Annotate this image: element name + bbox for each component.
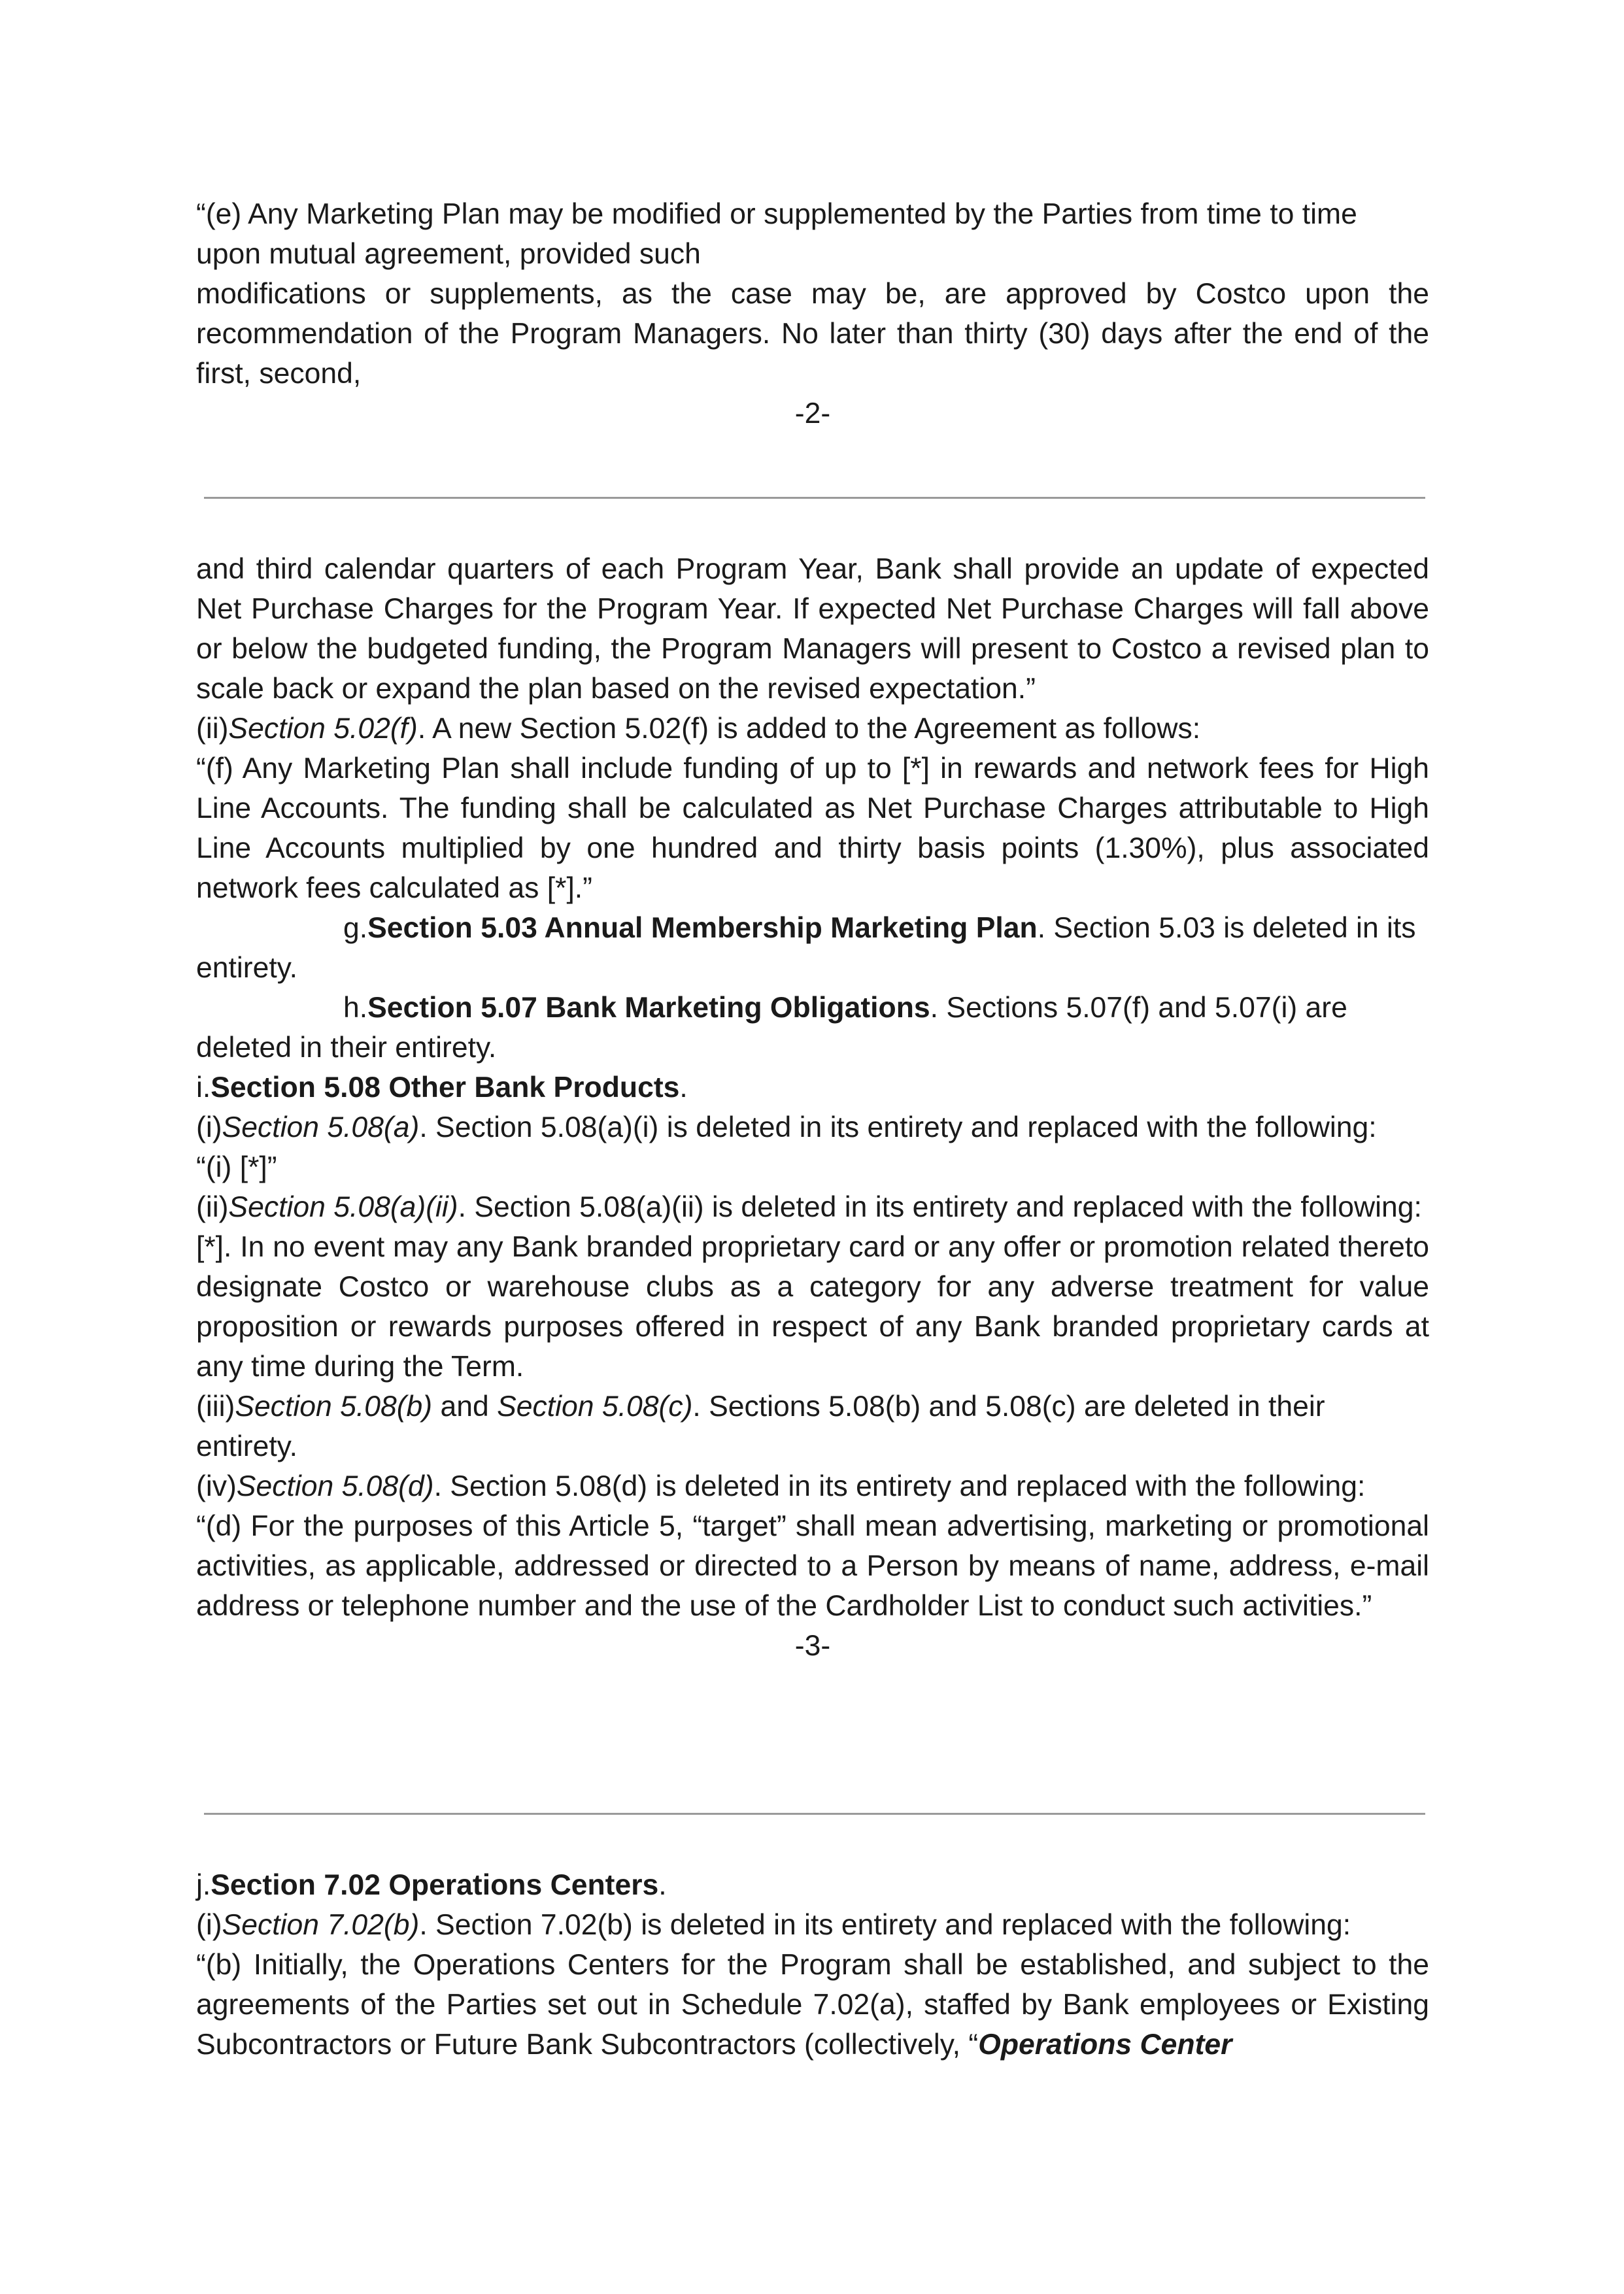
page-4-top <box>196 1865 1429 2065</box>
paragraph-e-line-2: upon mutual agreement, provided such <box>196 238 701 270</box>
item-text: . Section 5.03 is deleted in its entirety. <box>196 912 1416 984</box>
page-number: -3- <box>794 1630 831 1662</box>
section-reference: Section 5.08(a) <box>222 1111 420 1143</box>
item-text: . Section 5.08(a)(i) is deleted in its entirety and replaced with the following: <box>419 1111 1377 1143</box>
item-text: . Section 7.02(b) is deleted in its entirety and replaced with the following: <box>419 1909 1351 1941</box>
item-g-section-5-03 <box>196 908 1429 988</box>
page-3 <box>196 549 1429 1666</box>
paragraph-e-continuation: modifications or supplements, as the case may be, are approved by Costco upon the recommendation of the Program Managers. No later than thirty (30) days after the end of the first, second, <box>196 278 1429 390</box>
item-i-section-5-08 <box>196 1068 1429 1107</box>
section-reference: Section 5.02(f) <box>228 713 418 745</box>
item-label: (i) <box>196 1909 222 1941</box>
paragraph-f: “(f) Any Marketing Plan shall include funding of up to [*] in rewards and network fees for High Line Accounts. The funding shall be calculated as Net Purchase Charges attributable to High Line Accounts multiplied by one hundred and thirty basis points (1.30%), plus associated network fees calculated as [*].” <box>196 752 1429 904</box>
paragraph-b-text: “(b) Initially, the Operations Centers for the Program shall be established, and subject to the agreements of the Parties set out in Schedule 7.02(a), staffed by Bank employees or Existing Subcontractors or Future Bank Subcontractors (collectively, “ <box>196 1949 1429 2061</box>
item-i-2-section-5-08a-ii <box>196 1187 1429 1227</box>
section-heading: Section 7.02 Operations Centers <box>211 1869 659 1901</box>
item-label: g. <box>343 912 368 944</box>
paragraph-b <box>196 1945 1429 2065</box>
section-heading: Section 5.08 Other Bank Products <box>211 1071 680 1104</box>
item-label: (ii) <box>196 713 229 745</box>
item-label: j. <box>196 1869 211 1901</box>
section-reference: Section 5.08(a)(ii) <box>228 1191 458 1223</box>
paragraph-e-line-1: “(e) Any Marketing Plan may be modified or supplemented by the Parties from time to time <box>196 198 1357 230</box>
item-i-1-section-5-08a <box>196 1107 1429 1147</box>
paragraph-e-opening <box>196 194 1429 274</box>
page-divider <box>204 1813 1425 1815</box>
item-label: (i) <box>196 1111 222 1143</box>
section-reference: Section 7.02(b) <box>222 1909 420 1941</box>
item-label: (ii) <box>196 1191 229 1223</box>
item-punctuation: . <box>679 1071 688 1104</box>
page-2-bottom <box>196 194 1429 433</box>
section-heading: Section 5.03 Annual Membership Marketing Plan <box>367 912 1038 944</box>
section-reference: Section 5.08(b) <box>235 1391 433 1423</box>
page-number: -2- <box>794 397 831 430</box>
paragraph-e-end: and third calendar quarters of each Program Year, Bank shall provide an update of expected Net Purchase Charges for the Program Year. If expected Net Purchase Charges will fall above or below the budgeted funding, the Program Managers will present to Costco a revised plan to scale back or expand the plan based on the revised expectation.” <box>196 553 1429 705</box>
item-i-3-section-5-08b-c <box>196 1387 1429 1466</box>
section-heading: Section 5.07 Bank Marketing Obligations <box>367 992 930 1024</box>
item-label: h. <box>343 992 368 1024</box>
page-divider <box>204 497 1425 499</box>
paragraph-d: “(d) For the purposes of this Article 5, “target” shall mean advertising, marketing or promotional activities, as applicable, addressed or directed to a Person by means of name, address, e-mail address or telephone number and the use of the Cardholder List to conduct such activities.” <box>196 1510 1429 1622</box>
item-text: . A new Section 5.02(f) is added to the Agreement as follows: <box>417 713 1201 745</box>
item-j-1-section-7-02b <box>196 1905 1429 1945</box>
item-j-section-7-02 <box>196 1865 1429 1905</box>
section-reference: Section 5.08(c) <box>497 1391 693 1423</box>
item-label: (iii) <box>196 1391 235 1423</box>
section-reference: Section 5.08(d) <box>236 1470 434 1502</box>
item-text: . Sections 5.08(b) and 5.08(c) are deleted in their entirety. <box>196 1391 1325 1462</box>
replacement-body-ii: [*]. In no event may any Bank branded proprietary card or any offer or promotion related thereto designate Costco or warehouse clubs as a category for any adverse treatment for value proposition or rewards purposes offered in respect of any Bank branded proprietary cards at any time during the Term. <box>196 1231 1429 1383</box>
item-text: . Sections 5.07(f) and 5.07(i) are deleted in their entirety. <box>196 992 1347 1064</box>
quoted-replacement-i: “(i) [*]” <box>196 1151 277 1183</box>
connector-text: and <box>432 1391 498 1423</box>
defined-term: Operations Center <box>978 2029 1232 2061</box>
item-punctuation: . <box>658 1869 667 1901</box>
item-ii-section-5-02f <box>196 709 1429 749</box>
item-text: . Section 5.08(a)(ii) is deleted in its entirety and replaced with the following: <box>458 1191 1422 1223</box>
item-h-section-5-07 <box>196 988 1429 1068</box>
item-text: . Section 5.08(d) is deleted in its entirety and replaced with the following: <box>433 1470 1366 1502</box>
item-i-4-section-5-08d <box>196 1466 1429 1506</box>
item-label: (iv) <box>196 1470 237 1502</box>
item-label: i. <box>196 1071 211 1104</box>
